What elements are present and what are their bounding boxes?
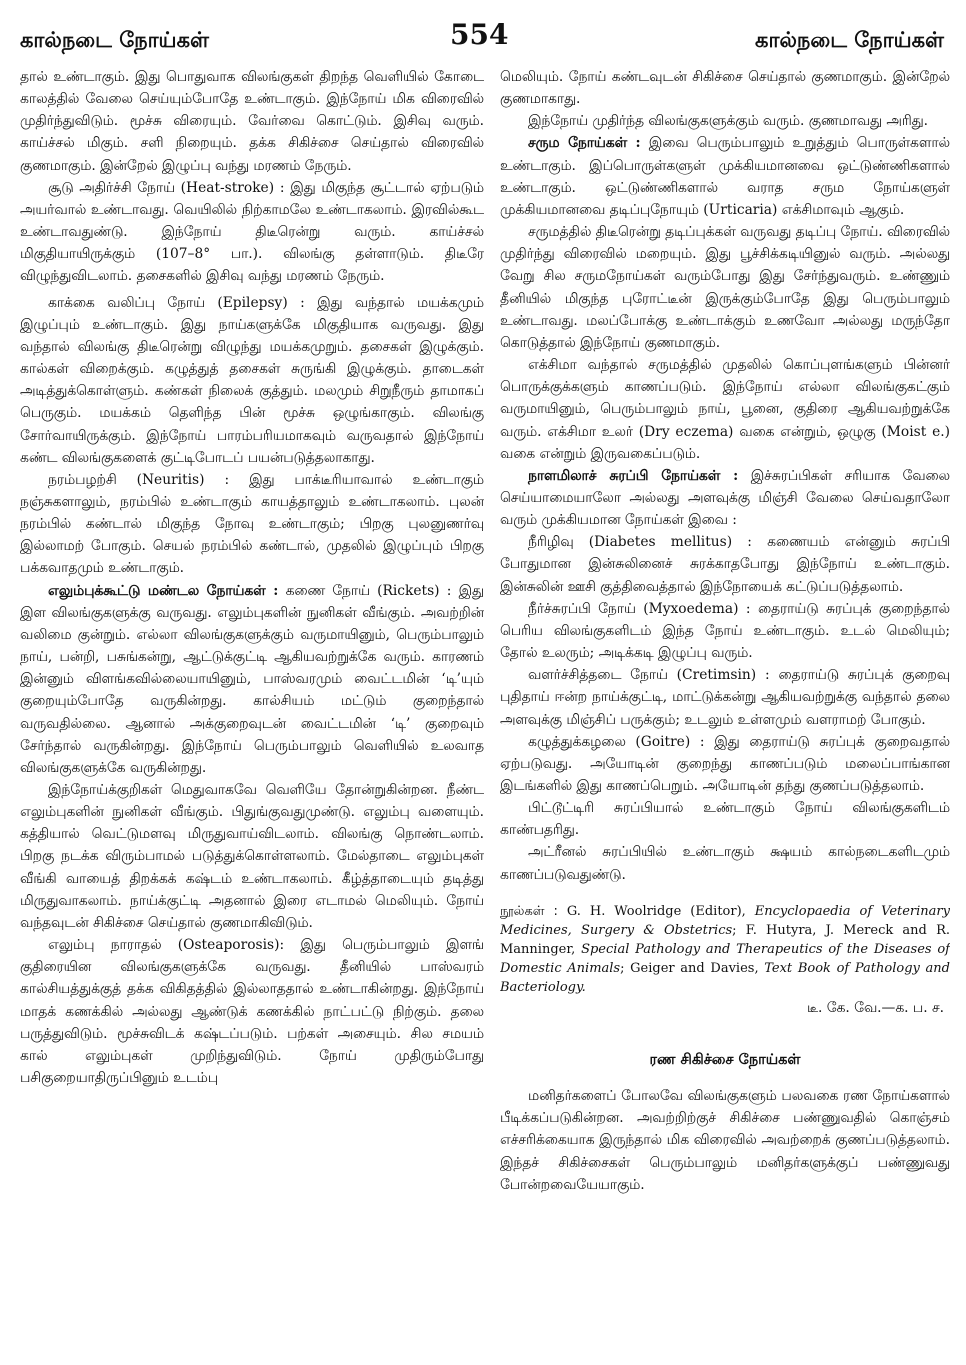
entry-body: இது மிகுந்த சூட்டால் ஏற்படும் அயர்வால் உண்டாவது. வெயிலில் நிற்காமலே உண்டாகலாம். இரவில்கூட உண்டாவதுண்டு. இந்நோய் திடீரென்று வரும். காய்ச்சல் மிகுதியாயிருக்கும் (107–8° பா.). விலங்கு தள்ளாடும். திடீரே விழுந்துவிடலாம். தசைகளில் இசிவு வந்து மரணம் நேரும். (20, 179, 484, 285)
entry-title: சூடு அதிர்ச்சி நோய் (Heat-stroke) : (48, 179, 285, 196)
page-number: 554 (450, 18, 509, 51)
reference-title: Encyclopaedia of Veterinary Medicines, Surgery & Obstetrics (500, 903, 950, 938)
entry-ductless-glands (500, 465, 950, 531)
paragraph: சருமத்தில் திடீரென்று தடிப்புக்கள் வருவது தடிப்பு நோய். விரைவில் முதிர்ந்து விரைவில் மறையும். இது பூச்சிக்கடியினுல் வரும். அல்லது வேறு சில சருமநோய்கள் வரும்போது இது சேர்ந்துவரும். உண்ணும் தீனியில் மிகுந்த புரோட்டீன் இருக்கும்போதே இது பெரும்பாலும் உண்டாவது. மலப்போக்கு உண்டாக்கும் உணவோ அல்லது மருந்தோ கொடுத்தால் இந்நோய் குணமாகும். (500, 224, 950, 351)
reference-title: Text Book of Pathology and Bacteriology. (500, 960, 950, 995)
entry-skeletal-diseases (20, 580, 484, 779)
left-column (20, 66, 484, 1356)
reference-text: ; F. Hutyra, J. Mereck and R. Manninger, (500, 922, 950, 957)
entry-title: நரம்பழற்சி (Neuritis) : (48, 471, 230, 488)
reference-text: G. H. Woolridge (Editor), (566, 903, 746, 919)
entry-body: இது தைராய்டு சுரப்புக் குறைவதால் ஏற்படுவது. அயோடின் குறைந்து காணப்படும் மலைப்பாங்கான இடங்களில் இது காணப்பெறும். அயோடின் தந்து குணப்படுத்தலாம். (500, 733, 950, 794)
section-heading: சரும நோய்கள் : (528, 135, 641, 152)
entry-osteoporosis (20, 934, 484, 1089)
entry-title: கழுத்துக்கழலை (Goitre) : (528, 733, 705, 750)
entry-skin-diseases (500, 132, 950, 221)
references (500, 902, 950, 997)
entry-body: இச்சுரப்பிகள் சரியாக வேலை செய்யாமையாலோ அல்லது அளவுக்கு மிஞ்சி வேலை செய்வதாலோ வரும் முக்கியமான நோய்கள் இவை : (500, 467, 950, 529)
paragraph: மனிதர்களைப் போலவே விலங்குகளும் பலவகை ரண நோய்களால் பீடிக்கப்படுகின்றன. அவற்றிற்குச் சிகிச்சை பண்ணுவதில் கொஞ்சம் எச்சரிக்கையாக இருந்தால் மிக விரைவில் அவற்றைக் குணப்படுத்தலாம். இந்தச் சிகிச்சைகள் பெரும்பாலும் மனிதர்களுக்குப் பண்ணுவது போன்றவையேயாகும். (500, 1088, 950, 1193)
entry-epilepsy (20, 292, 484, 469)
entry-title: நீர்ச்சுரப்பி நோய் (Myxoedema) : (528, 600, 751, 617)
running-head-left: கால்நடை நோய்கள் (20, 28, 209, 52)
entry-body: இவை பெரும்பாலும் உறுத்தும் பொருள்களால் உண்டாகும். இப்பொருள்களுள் முக்கியமானவை ஒட்டுண்ணிகளால் உண்டாகும். ஒட்டுண்ணிகளால் வராத சரும நோய்களுள் முக்கியமானவை தடிப்புநோயும் (Urticaria) எக்சிமாவும் ஆகும். (500, 135, 950, 218)
paragraph: இந்நோய் முதிர்ந்த விலங்குகளுக்கும் வரும். குணமாவது அரிது. (528, 113, 929, 130)
entry-body: இது பாக்டீரியாவால் உண்டாகும் நஞ்சுகளாலும், நரம்பில் உண்டாகும் காயத்தாலும் உண்டாகலாம். புலன் நரம்பில் கண்டால் மிகுந்த நோவு உண்டாகும்; பிறகு புலனுணர்வு இல்லாமற் போகும். செயல் நரம்பில் கண்டால், முதலில் இழுப்பும் பிறகு பக்கவாதமும் உண்டாகும். (20, 471, 484, 577)
entry-myxoedema (500, 598, 950, 664)
entry-body: இது வந்தால் மயக்கமும் இழுப்பும் உண்டாகும். இது நாய்களுக்கே மிகுதியாக வருவது. இது வந்தால் விலங்கு திடீரென்று விழுந்து மயக்கமுறும். தசைகள் இழுக்கும். கால்கள் விறைக்கும். கழுத்துத் தசைகள் சுருங்கி இழுக்கும். தாடைகள் அடித்துக்கொள்ளும். கண்கள் நிலைக் குத்தும். மலமும் சிறுநீரும் தாமாகப் பெருகும். மயக்கம் தெளிந்த பின் மூச்சு ஒழுங்காகும். விலங்கு சோர்வாயிருக்கும். இந்நோய் பாரம்பரியமாகவும் வருவதால் இந்நோய் கண்ட விலங்குகளைக் குட்டிபோடப் பயன்படுத்தலாகாது. (20, 294, 484, 466)
author-signature: டீ. கே. வே.—க. ப. ச. (807, 999, 944, 1016)
references-label: நூல்கள் : (500, 903, 558, 919)
entry-title: நீரிழிவு (Diabetes mellitus) : (528, 534, 752, 551)
entry-neuritis (20, 469, 484, 580)
paragraph: மெலியும். நோய் கண்டவுடன் சிகிச்சை செய்தால் குணமாகும். இன்றேல் குணமாகாது. (500, 69, 950, 108)
entry-diabetes (500, 531, 950, 597)
section-heading: நாளமிலாச் சுரப்பி நோய்கள் : (528, 467, 739, 484)
paragraph: பிட்டூட்டிரி சுரப்பியால் உண்டாகும் நோய் விலங்குகளிடம் காண்பதரிது. (500, 800, 950, 839)
right-column (500, 66, 950, 1356)
paragraph: இந்நோய்க்குறிகள் மெதுவாகவே வெளியே தோன்றுகின்றன. நீண்ட எலும்புகளின் நுனிகள் வீங்கும். பிதுங்குவதுமுண்டு. எலும்பு வளையும். கத்தியால் வெட்டுமளவு மிருதுவாய்விடலாம். விலங்கு நொண்டலாம். பிறகு நடக்க விரும்பாமல் படுத்துக்கொள்ளலாம். மேல்தாடை எலும்புகள் வீங்கி வாயைத் திறக்கக் கஷ்டம் உண்டாகலாம். கீழ்த்தாடையும் தடித்து மிருதுவாகலாம். நாய்க்குட்டி அதனால் இரை எடாமல் மெலியும். நோய் வந்தவுடன் சிகிச்சை செய்தால் குணமாகிவிடும். (20, 782, 484, 931)
reference-text: ; Geiger and Davies, (620, 960, 759, 976)
section-title: ரண சிகிச்சை நோய்கள் (649, 1050, 801, 1068)
entry-body: தைராய்டு சுரப்புக் குறைவு புதிதாய் ஈன்ற நாய்க்குட்டி, மாட்டுக்கன்று ஆகியவற்றுக்கு வந்தால் தலை அளவுக்கு மிஞ்சிப் பருக்கும்; உடலும் உள்ளமும் வளராமற் போகும். (500, 667, 950, 728)
entry-title: காக்கை வலிப்பு நோய் (Epilepsy) : (48, 294, 305, 311)
entry-body: இது பெரும்பாலும் இளங் குதிரையின விலங்குகளுக்கே வருவது. தீனியில் பாஸ்வரம் கால்சியத்துக்குத் தக்க விகிதத்தில் இல்லாததால் உண்டாகின்றது. இந்நோய் மாதக் கணக்கில் அல்லது ஆண்டுக் கணக்கில் நாட்பட்டு நிற்கும். தலை பருத்துவிடும். மூச்சுவிடக் கஷ்டப்படும். பற்கள் அசையும். சில சமயம் கால் எலும்புகள் முறிந்துவிடும். நோய் முதிரும்போது பசிகுறையாதிருப்பினும் உடம்பு (20, 937, 484, 1087)
running-head-right: கால்நடை நோய்கள் (755, 28, 944, 52)
reference-title: Special Pathology and Therapeutics of the Diseases of Domestic Animals (500, 941, 950, 976)
entry-cretinism (500, 664, 950, 730)
section-heading: எலும்புக்கூட்டு மண்டல நோய்கள் : (48, 582, 279, 599)
paragraph: தால் உண்டாகும். இது பொதுவாக விலங்குகள் திறந்த வெளியில் கோடை காலத்தில் வேலை செய்யும்போதே உண்டாகும். இந்நோய் மிக விரைவில் முதிர்ந்துவிடும். மூச்சு விரையும். வேர்வை கொட்டும். இசிவு வரும். காய்ச்சல் மிகும். சளி நிறையும். தக்க சிகிச்சை செய்தால் விரைவில் குணமாகும். இன்றேல் இழுப்பு வந்து மரணம் நேரும். (20, 69, 484, 174)
paragraph: எக்சிமா வந்தால் சருமத்தில் முதலில் கொப்புளங்களும் பின்னர் பொருக்குக்களும் காணப்படும். இந்நோய் எல்லா விலங்குகட்கும் வருமாயினும், பெரும்பாலும் நாய், பூனை, குதிரை ஆகியவற்றுக்கே வரும். எக்சிமா உலர் (Dry eczema) வகை என்றும், ஒழுகு (Moist e.) வகை என்றும் இருவகைப்படும். (500, 357, 950, 462)
paragraph: அட்ரீனல் சுரப்பியில் உண்டாகும் க்ஷயம் கால்நடைகளிடமும் காணப்படுவதுண்டு. (500, 844, 950, 883)
entry-title: வளர்ச்சித்தடை நோய் (Cretimsin) : (528, 667, 770, 684)
entry-body: கணை நோய் (Rickets) : இது இள விலங்குகளுக்கு வருவது. எலும்புகளின் நுனிகள் வீங்கும். அவற்றின் வலிமை குன்றும். எல்லா விலங்குகளுக்கும் வருமாயினும், பெரும்பாலும் நாய், பன்றி, பசுங்கன்று, ஆட்டுக்குட்டி ஆகியவற்றுக்கே வரும். காரணம் இன்னும் விளங்கவில்லையாயினும், பாஸ்வரமும் வைட்டமின் ‘டி’யும் குறையும்போதே வருகின்றது. கால்சியம் மட்டும் குறைந்தால் வருவதில்லை. ஆனால் அக்குறைவுடன் வைட்டமின் ‘டி’ குறைவும் சேர்ந்தால் வருகின்றது. இந்நோய் பெரும்பாலும் வெளியில் உலவாத விலங்குகளுக்கே வருகின்றது. (20, 582, 484, 776)
page-header (0, 0, 966, 64)
entry-heat-stroke (20, 177, 484, 288)
entry-body: தைராய்டு சுரப்புக் குறைந்தால் பெரிய விலங்குகளிடம் இந்த நோய் உண்டாகும். உடல் மெலியும்; தோல் உலரும்; அடிக்கடி இழுப்பு வரும். (500, 600, 950, 662)
entry-goitre (500, 731, 950, 797)
entry-title: எலும்பு நாராதல் (Osteaporosis): (48, 937, 285, 954)
entry-body: கணையம் என்னும் சுரப்பி போதுமான இன்சுலினைச் சுரக்காதபோது இந்நோய் உண்டாகும். இன்சுலின் ஊசி குத்திவைத்தால் இந்நோயைக் கட்டுப்படுத்தலாம். (500, 534, 950, 595)
